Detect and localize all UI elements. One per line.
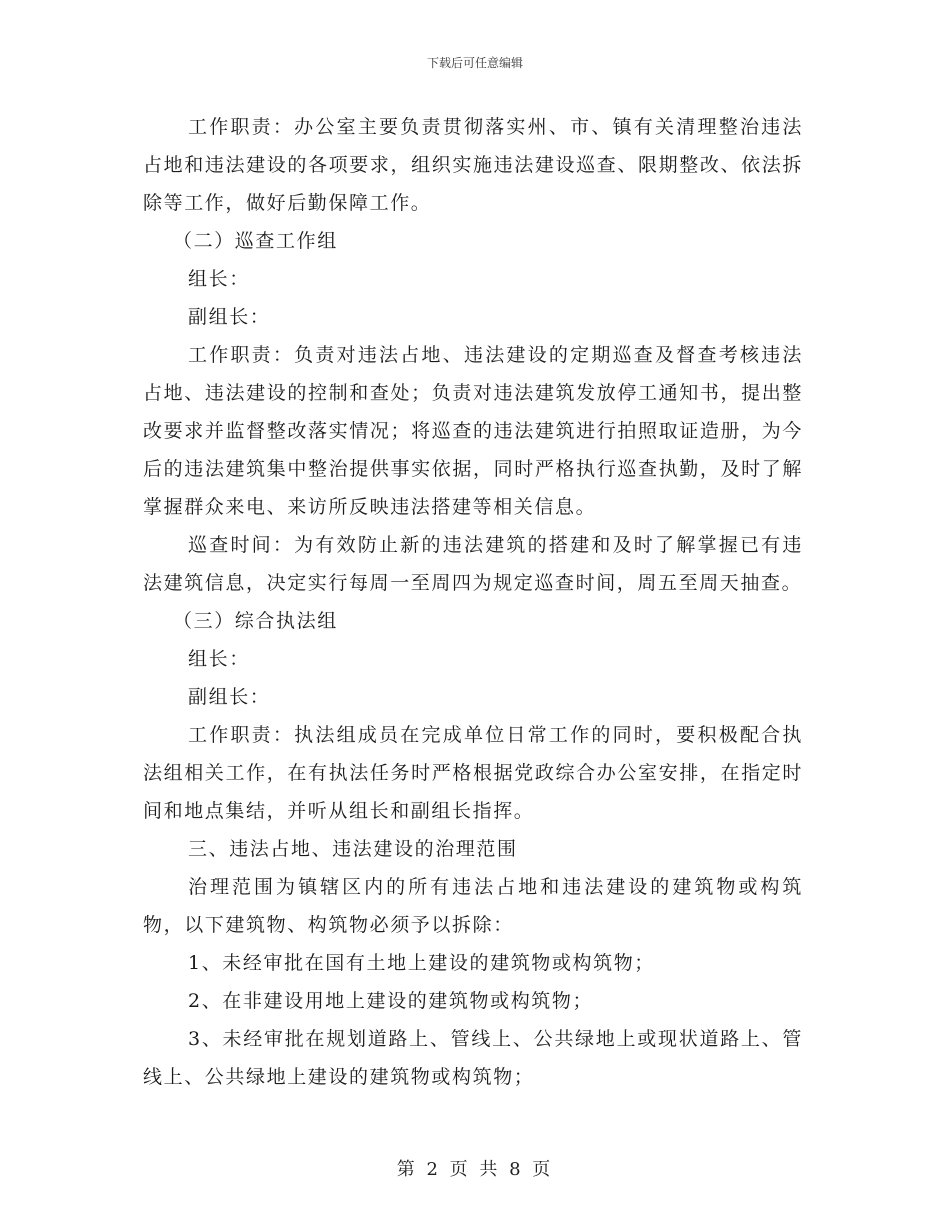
section-heading-patrol-group: （二）巡查工作组	[173, 230, 338, 252]
document-body	[143, 108, 803, 1096]
paragraph-patrol-time: 巡查时间：为有效防止新的违法建筑的搭建和及时了解掌握已有违法建筑信息，决定实行每周一至周四为规定巡查时间，周五至周天抽查。	[143, 534, 803, 594]
page-footer: 第 2 页 共 8 页	[396, 1159, 554, 1180]
list-item-2: 2、在非建设用地上建设的建筑物或构筑物；	[188, 990, 594, 1012]
paragraph-enforcement-leader: 组长：	[188, 648, 250, 670]
section-heading-enforcement-group: （三）综合执法组	[173, 610, 338, 632]
paragraph-office-duties: 工作职责：办公室主要负责贯彻落实州、市、镇有关清理整治违法占地和违法建设的各项要求，组织实施违法建设巡查、限期整改、依法拆除等工作，做好后勤保障工作。	[143, 116, 803, 214]
paragraph-enforcement-deputy-leader: 副组长：	[188, 686, 271, 708]
paragraph-patrol-deputy-leader: 副组长：	[188, 306, 271, 328]
paragraph-scope-intro: 治理范围为镇辖区内的所有违法占地和违法建设的建筑物或构筑物，以下建筑物、构筑物必须予以拆除：	[143, 876, 803, 936]
list-item-3: 3、未经审批在规划道路上、管线上、公共绿地上或现状道路上、管线上、公共绿地上建设的建筑物或构筑物；	[143, 1028, 803, 1088]
list-item-1: 1、未经审批在国有土地上建设的建筑物或构筑物；	[188, 952, 655, 974]
paragraph-enforcement-duties: 工作职责：执法组成员在完成单位日常工作的同时，要积极配合执法组相关工作，在有执法任务时严格根据党政综合办公室安排，在指定时间和地点集结，并听从组长和副组长指挥。	[143, 724, 803, 822]
paragraph-patrol-leader: 组长：	[188, 268, 250, 290]
page-header: 下载后可任意编辑	[426, 56, 523, 70]
paragraph-patrol-duties: 工作职责：负责对违法占地、违法建设的定期巡查及督查考核违法占地、违法建设的控制和查处；负责对违法建筑发放停工通知书，提出整改要求并监督整改落实情况；将巡查的违法建筑进行拍照取证造册，为今后的违法建筑集中整治提供事实依据，同时严格执行巡查执勤，及时了解掌握群众来电、来访所反映违法搭建等相关信息。	[143, 344, 803, 518]
section-heading-scope: 三、违法占地、违法建设的治理范围	[188, 838, 518, 860]
